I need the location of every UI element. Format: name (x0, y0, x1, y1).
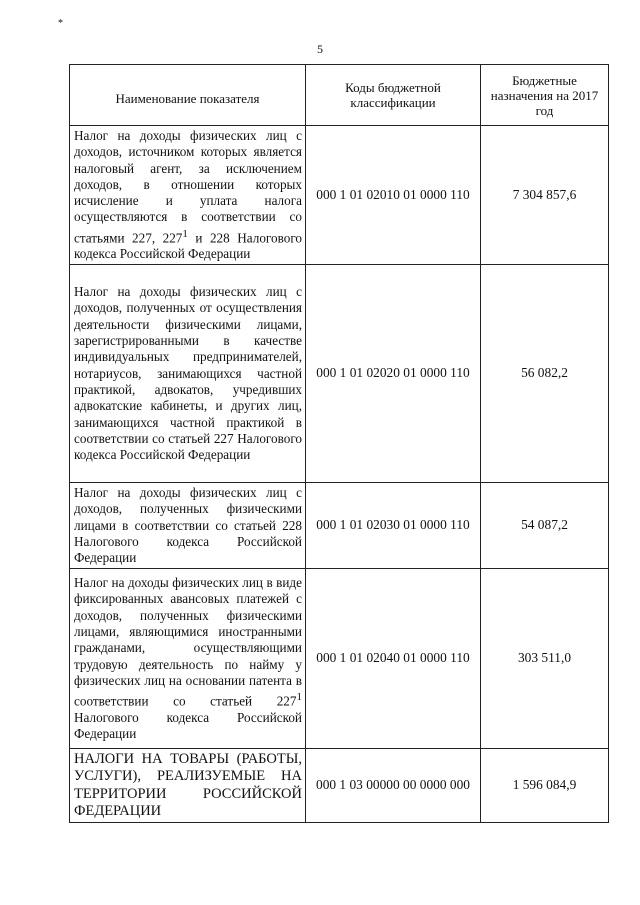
row-amount: 54 087,2 (481, 482, 609, 568)
row-name (70, 482, 306, 568)
table-row (70, 482, 609, 568)
table-header-row (70, 65, 609, 126)
row-code: 000 1 01 02030 01 0000 110 (306, 482, 481, 568)
header-name: Наименование показателя (70, 65, 306, 126)
row-name-text: Налог на доходы физических лиц с доходов, источником которых является налоговый агент, за исключением доходов, в отношении которых исчисление и уплата налога осуществляются в соответствии со статьями 227, 227 (74, 128, 302, 246)
row-amount: 7 304 857,6 (481, 126, 609, 265)
row-name-text: НАЛОГИ НА ТОВАРЫ (РАБОТЫ, УСЛУГИ), РЕАЛИЗУЕМЫЕ НА ТЕРРИТОРИИ РОССИЙСКОЙ ФЕДЕРАЦИИ (74, 750, 302, 820)
row-name (70, 264, 306, 482)
budget-table (69, 64, 609, 823)
row-name-text: Налог на доходы физических лиц в виде фиксированных авансовых платежей с доходов, полученных физическими лицами, являющимися иностранными гражданами, осуществляющими трудовую деятельность по найму у физических лиц на основании патента в соответствии со статьей 227 (74, 575, 302, 709)
table-row (70, 264, 609, 482)
page-number: 5 (317, 42, 323, 56)
row-name-superscript: 1 (296, 691, 302, 704)
row-name-text: и 228 Налогового кодекса Российской Федерации (74, 230, 302, 262)
row-amount: 56 082,2 (481, 264, 609, 482)
row-name-text: Налог на доходы физических лиц с доходов, полученных физическими лицами в соответствии со статьей 228 Налогового кодекса Российской Федерации (74, 485, 302, 566)
header-codes: Коды бюджетной классификации (306, 65, 481, 126)
header-amount: Бюджетные назначения на 2017 год (481, 65, 609, 126)
row-code: 000 1 01 02040 01 0000 110 (306, 568, 481, 748)
row-name (70, 568, 306, 748)
row-name (70, 126, 306, 265)
row-code: 000 1 03 00000 00 0000 000 (306, 748, 481, 822)
row-code: 000 1 01 02020 01 0000 110 (306, 264, 481, 482)
row-code: 000 1 01 02010 01 0000 110 (306, 126, 481, 265)
row-name-text: Налог на доходы физических лиц с доходов, полученных от осуществления деятельности физическими лицами, зарегистрированными в качестве индивидуальных предпринимателей, нотариусов, занимающихся частной практикой, адвокатов, учредивших адвокатские кабинеты, и других лиц, занимающихся частной практикой в соответствии со статьей 227 Налогового кодекса Российской Федерации (74, 284, 302, 463)
table-row (70, 126, 609, 265)
row-name-text: Налогового кодекса Российской Федерации (74, 709, 302, 742)
table-row (70, 748, 609, 822)
row-name-superscript: 1 (182, 227, 188, 240)
table-row (70, 568, 609, 748)
row-amount: 1 596 084,9 (481, 748, 609, 822)
row-amount: 303 511,0 (481, 568, 609, 748)
row-name (70, 748, 306, 822)
page-mark: * (58, 18, 63, 29)
